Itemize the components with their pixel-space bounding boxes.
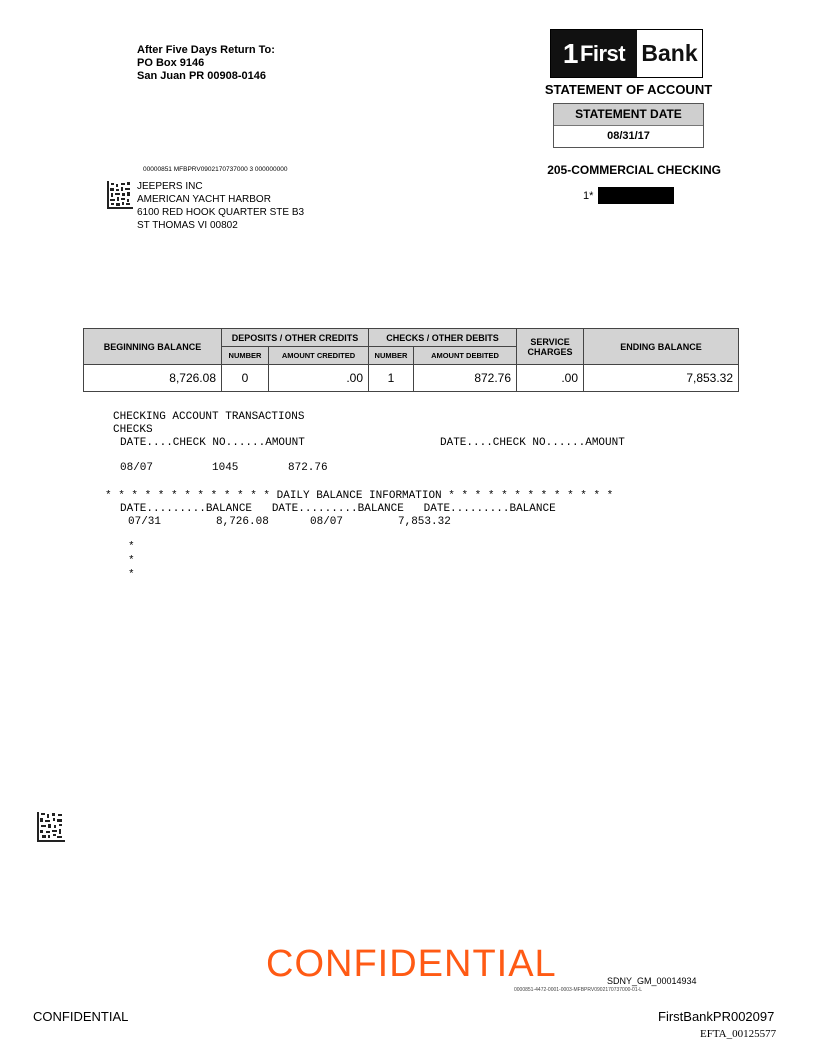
account-summary-table — [83, 328, 739, 392]
daily-balance-columns: DATE.........BALANCE DATE.........BALANCE DATE.........BALANCE — [120, 503, 556, 515]
amount-debited-value: 872.76 — [414, 365, 517, 392]
deposits-header: DEPOSITS / OTHER CREDITS — [222, 329, 369, 347]
sdny-bates-number: SDNY_GM_00014934 — [607, 976, 697, 986]
account-number-redaction — [598, 187, 674, 204]
mailing-code: 00000851 MFBPRV0902170737000 3 000000000 — [143, 166, 288, 173]
return-address — [137, 44, 275, 83]
check-number: 1045 — [212, 462, 239, 474]
filler-star-1: * — [128, 541, 135, 553]
deposits-number-value: 0 — [222, 365, 269, 392]
customer-name: JEEPERS INC — [137, 181, 203, 192]
service-charges-header-line1: SERVICE — [530, 336, 570, 347]
daily-balance-2: 7,853.32 — [398, 516, 451, 528]
efta-number: EFTA_00125577 — [700, 1028, 777, 1040]
beginning-balance-value: 8,726.08 — [84, 365, 222, 392]
check-amount: 872.76 — [288, 462, 328, 474]
beginning-balance-header: BEGINNING BALANCE — [84, 329, 222, 365]
return-line-2: PO Box 9146 — [137, 57, 205, 69]
daily-date-2: 08/07 — [310, 516, 344, 528]
filler-star-2: * — [128, 555, 135, 567]
filler-star-3: * — [128, 569, 135, 581]
daily-balance-header: * * * * * * * * * * * * * DAILY BALANCE INFORMATION * * * * * * * * * * * * * — [105, 490, 614, 502]
logo-first-text: First — [579, 40, 626, 66]
logo-bank: Bank — [637, 30, 702, 77]
mailing-address — [137, 180, 304, 232]
checks-header-right: DATE....CHECK NO......AMOUNT — [440, 437, 625, 449]
return-line-3: San Juan PR 00908-0146 — [137, 70, 267, 82]
statement-title: STATEMENT OF ACCOUNT — [544, 82, 713, 97]
document-tracking-code: 0000851-4472-0001-0003-MFBPRV0902170737000-01-L — [514, 987, 643, 993]
transactions-title: CHECKING ACCOUNT TRANSACTIONS — [113, 411, 305, 423]
checks-header-left: DATE....CHECK NO......AMOUNT — [120, 437, 305, 449]
firstbank-bates-number: FirstBankPR002097 — [658, 1009, 775, 1024]
checks-header: CHECKS / OTHER DEBITS — [369, 329, 517, 347]
daily-date-1: 07/31 — [128, 516, 162, 528]
statement-date-box — [553, 103, 704, 148]
confidential-label: CONFIDENTIAL — [33, 1009, 129, 1024]
return-line-1: After Five Days Return To: — [137, 44, 275, 56]
statement-date-label: STATEMENT DATE — [554, 104, 703, 126]
barcode-icon — [37, 812, 65, 842]
bank-logo — [550, 29, 703, 78]
amount-credited-header: AMOUNT CREDITED — [269, 347, 369, 365]
account-type: 205-COMMERCIAL CHECKING — [547, 163, 721, 177]
service-charges-value: .00 — [517, 365, 584, 392]
service-charges-header-line2: CHARGES — [527, 346, 573, 357]
address-line-3: 6100 RED HOOK QUARTER STE B3 — [137, 207, 305, 218]
service-charges-header — [517, 329, 584, 365]
statement-date-value: 08/31/17 — [607, 130, 650, 142]
ending-balance-value: 7,853.32 — [584, 365, 739, 392]
checks-label: CHECKS — [113, 424, 153, 436]
checks-number-value: 1 — [369, 365, 414, 392]
daily-balance-1: 8,726.08 — [216, 516, 269, 528]
amount-debited-header: AMOUNT DEBITED — [414, 347, 517, 365]
confidential-watermark: CONFIDENTIAL — [266, 943, 557, 985]
logo-number: 1 — [562, 37, 578, 69]
account-number-prefix: 1* — [583, 190, 594, 202]
checks-number-header: NUMBER — [369, 347, 414, 365]
ending-balance-header: ENDING BALANCE — [584, 329, 739, 365]
address-line-4: ST THOMAS VI 00802 — [137, 220, 238, 231]
check-date: 08/07 — [120, 462, 154, 474]
deposits-number-header: NUMBER — [222, 347, 269, 365]
logo-first — [551, 30, 637, 77]
amount-credited-value: .00 — [269, 365, 369, 392]
barcode-icon — [107, 181, 133, 209]
address-line-2: AMERICAN YACHT HARBOR — [137, 194, 271, 205]
